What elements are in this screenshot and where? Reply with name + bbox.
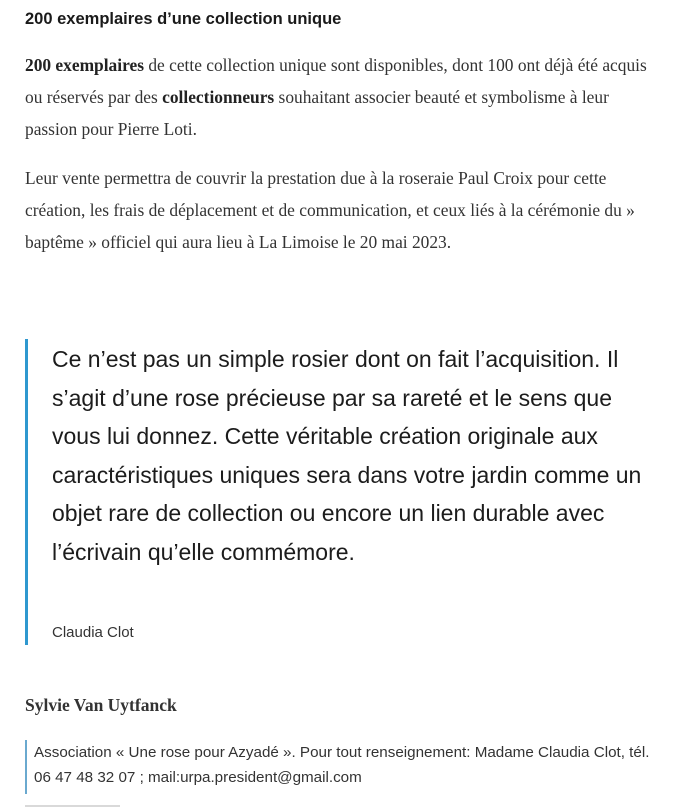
quote-text: Ce n’est pas un simple rosier dont on fait l’acquisition. Il s’agit d’une rose précieuse par sa rareté et le sens que vous lui donnez. Cette véritable création originale aux caractéristiques uniques sera dans votre jardin comme un objet rare de collection ou encore un lien durable avec l’écrivain qu’elle commémore. bbox=[52, 346, 642, 565]
pull-quote bbox=[25, 339, 665, 645]
exemplaires-strong: 200 exemplaires bbox=[25, 55, 144, 75]
section-heading: 200 exemplaires d’une collection unique bbox=[25, 10, 342, 28]
quote-citation: Claudia Clot bbox=[52, 624, 134, 641]
intro-paragraph bbox=[25, 49, 665, 145]
sale-paragraph: Leur vente permettra de couvrir la prestation due à la roseraie Paul Croix pour cette création, les frais de déplacement et de communication, et ceux liés à la cérémonie du » baptême » officiel qui aura lieu à La Limoise le 20 mai 2023. bbox=[25, 168, 635, 252]
contact-text: Association « Une rose pour Azyadé ». Pour tout renseignement: Madame Claudia Clot, tél. 06 47 48 32 07 ; mail:urpa.president@gmail.com bbox=[34, 744, 650, 786]
intro-text-1: de cette collection unique sont disponibles, dont 100 ont déjà été acquis ou réservés par des bbox=[25, 55, 647, 107]
collectionneurs-strong: collectionneurs bbox=[162, 87, 275, 107]
author-signature: Sylvie Van Uytfanck bbox=[25, 695, 177, 715]
contact-note bbox=[25, 740, 665, 794]
intro-text-2: souhaitant associer beauté et symbolisme à leur passion pour Pierre Loti. bbox=[25, 87, 609, 139]
